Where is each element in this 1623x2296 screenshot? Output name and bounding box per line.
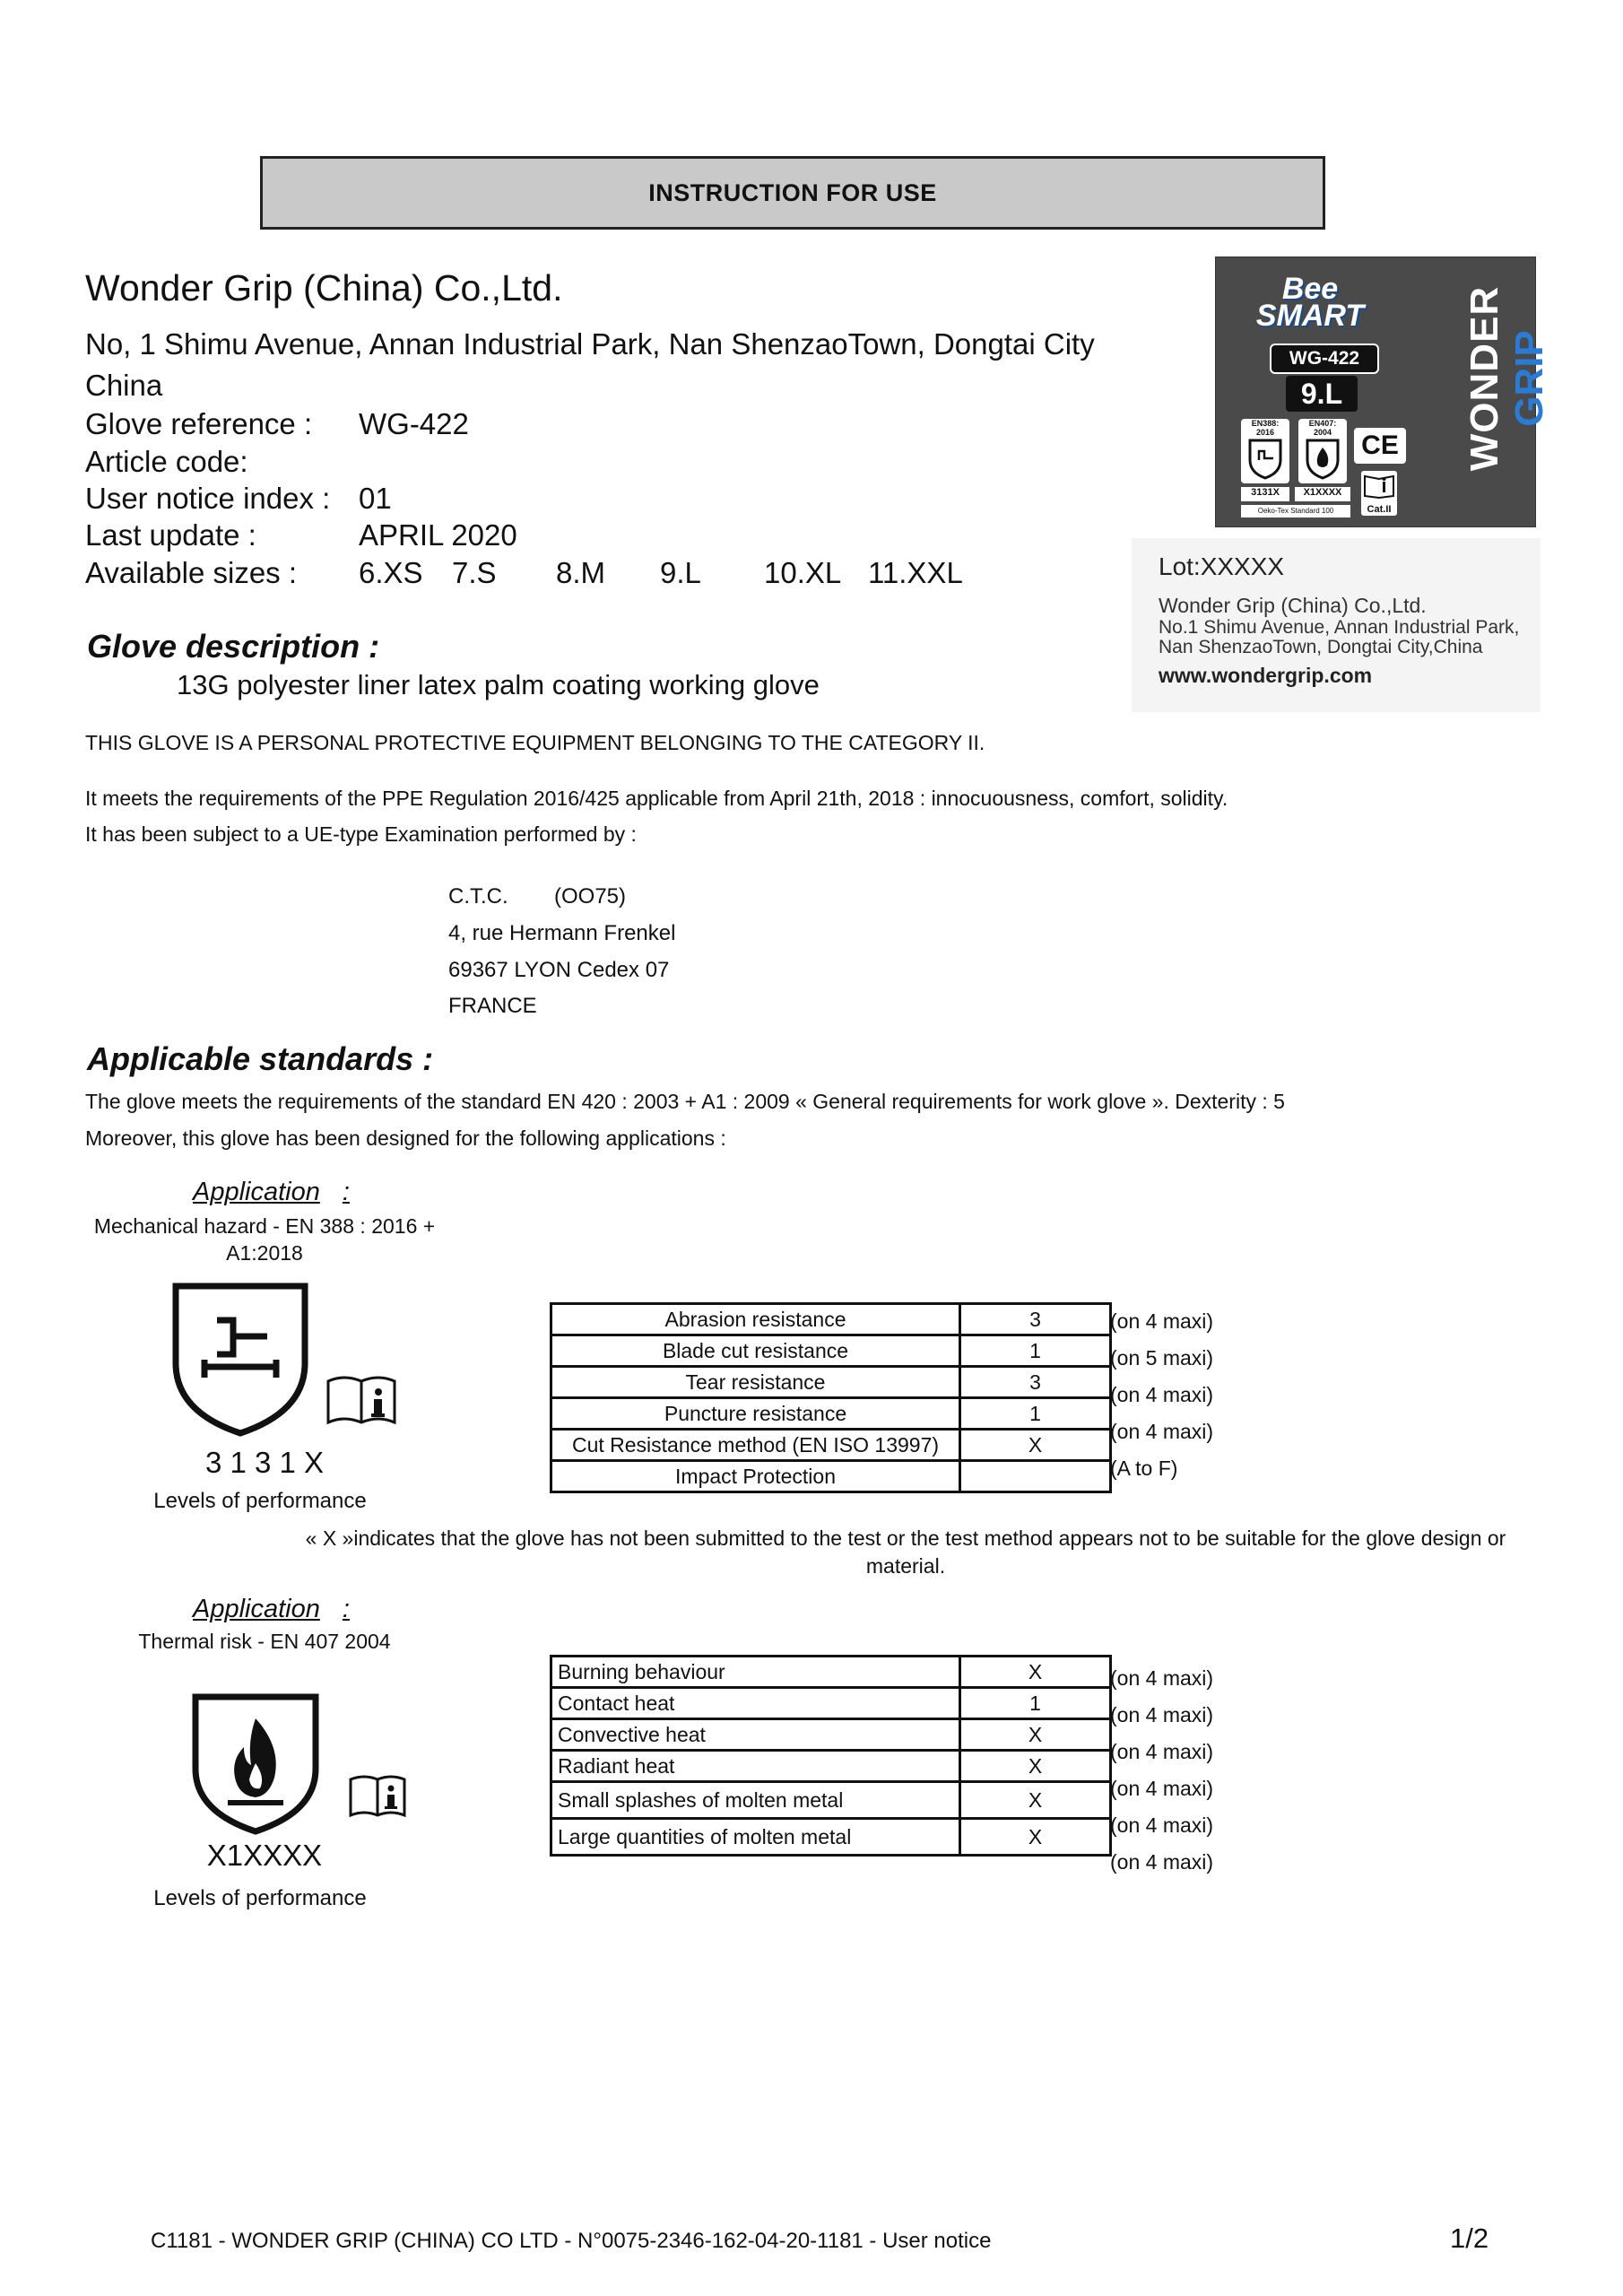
thermal-performance-table <box>550 1655 1112 1857</box>
examiner-street: 4, rue Hermann Frenkel <box>448 921 676 945</box>
footer-reference: C1181 - WONDER GRIP (CHINA) CO LTD - N°0075-2346-162-04-20-1181 - User notice <box>151 2229 992 2253</box>
user-notice-index-value: 01 <box>359 482 392 515</box>
thermal-application-label: Application : <box>193 1595 350 1623</box>
test-level: X <box>960 1782 1111 1819</box>
shield-hammer-icon <box>1241 437 1289 480</box>
size-item: 11.XXL <box>868 556 963 589</box>
test-name: Large quantities of molten metal <box>551 1819 960 1856</box>
label-code-2: X1XXXX <box>1295 487 1350 501</box>
mechanical-hazard-standard: Mechanical hazard - EN 388 : 2016 + A1:2018 <box>93 1214 436 1265</box>
table-row <box>551 1719 1111 1751</box>
examiner-code: (OO75) <box>554 884 627 909</box>
table-row <box>551 1367 1111 1398</box>
table-row <box>551 1819 1111 1856</box>
article-code-label: Article code: <box>85 445 248 478</box>
size-item: 6.XS <box>359 556 423 589</box>
max-scale: (on 4 maxi) <box>1110 1777 1214 1800</box>
table-row <box>551 1657 1111 1688</box>
test-level: 1 <box>960 1688 1111 1719</box>
test-level: X <box>960 1751 1111 1782</box>
x-indication-note: « X »indicates that the glove has not been submitted to the test or the test method appears not to be suitable for the glove design or material. <box>305 1526 1506 1578</box>
examination-statement: It has been subject to a UE-type Examination performed by : <box>85 822 637 846</box>
lot-company: Wonder Grip (China) Co.,Ltd. <box>1159 594 1427 617</box>
shield-flame-icon <box>1298 437 1347 480</box>
glove-description-heading: Glove description : <box>87 628 380 665</box>
table-row <box>551 1688 1111 1719</box>
label-code-1: 3131X <box>1241 487 1289 501</box>
test-level: X <box>960 1819 1111 1856</box>
last-update-value: APRIL 2020 <box>359 518 517 552</box>
table-row <box>551 1335 1111 1367</box>
page-number: 1/2 <box>1450 2222 1489 2254</box>
en388-mark: EN388: 2016 <box>1241 419 1289 483</box>
category-statement: THIS GLOVE IS A PERSONAL PROTECTIVE EQUIPMENT BELONGING TO THE CATEGORY II. <box>85 731 985 754</box>
test-name: Convective heat <box>551 1719 960 1751</box>
max-scale: (on 4 maxi) <box>1110 1703 1214 1726</box>
size-item: 7.S <box>452 556 497 589</box>
test-level: 3 <box>960 1367 1111 1398</box>
company-address-line1: No, 1 Shimu Avenue, Annan Industrial Park, Nan ShenzaoTown, Dongtai City <box>85 327 1095 361</box>
test-name: Small splashes of molten metal <box>551 1782 960 1819</box>
standards-line1: The glove meets the requirements of the standard EN 420 : 2003 + A1 : 2009 « General requirements for work glove ». Dexterity : 5 <box>85 1090 1285 1113</box>
size-item: 10.XL <box>764 556 842 589</box>
user-notice-index-label: User notice index : <box>85 482 331 515</box>
glove-reference-label: Glove reference : <box>85 407 313 440</box>
company-address-line2: China <box>85 369 163 402</box>
glove-reference-value: WG-422 <box>359 407 469 440</box>
size-item: 9.L <box>660 556 701 589</box>
model-badge: WG-422 <box>1270 344 1379 374</box>
lot-address-line2: Nan ShenzaoTown, Dongtai City,China <box>1159 637 1483 657</box>
test-level: 1 <box>960 1335 1111 1367</box>
last-update-label: Last update : <box>85 518 256 552</box>
max-scale: (on 5 maxi) <box>1110 1346 1214 1370</box>
available-sizes-label: Available sizes : <box>85 556 298 589</box>
lot-label-image <box>1132 538 1541 712</box>
table-row <box>551 1430 1111 1461</box>
ce-mark: CE <box>1354 428 1406 464</box>
mechanical-performance-table <box>550 1302 1112 1493</box>
mechanical-levels-label: Levels of performance <box>153 1489 367 1513</box>
product-label-image <box>1215 257 1551 527</box>
examiner-city: 69367 LYON Cedex 07 <box>448 958 670 982</box>
en407-flame-shield-icon <box>188 1692 323 1835</box>
thermal-levels-label: Levels of performance <box>153 1886 367 1910</box>
test-level: 1 <box>960 1398 1111 1430</box>
size-item: 8.M <box>556 556 606 589</box>
examiner-name: C.T.C. <box>448 884 508 909</box>
test-name: Burning behaviour <box>551 1657 960 1688</box>
en407-mark: EN407: 2004 <box>1298 419 1347 483</box>
applicable-standards-heading: Applicable standards : <box>87 1040 434 1077</box>
test-name: Impact Protection <box>551 1461 960 1492</box>
test-name: Puncture resistance <box>551 1398 960 1430</box>
mechanical-application-label: Application : <box>193 1178 350 1206</box>
lot-website: www.wondergrip.com <box>1159 664 1373 687</box>
mechanical-performance-code: 3 1 3 1 X <box>204 1446 325 1479</box>
test-name: Tear resistance <box>551 1367 960 1398</box>
thermal-performance-code: X1XXXX <box>206 1839 323 1872</box>
test-level <box>960 1461 1111 1492</box>
table-row <box>551 1782 1111 1819</box>
max-scale: (A to F) <box>1110 1457 1178 1480</box>
max-scale: (on 4 maxi) <box>1110 1309 1214 1333</box>
max-scale: (on 4 maxi) <box>1110 1813 1214 1837</box>
test-level: X <box>960 1657 1111 1688</box>
info-book-icon <box>348 1772 407 1819</box>
lot-address-line1: No.1 Shimu Avenue, Annan Industrial Park, <box>1159 617 1520 638</box>
info-book-icon <box>1361 471 1397 500</box>
cat-mark: Cat.II <box>1361 471 1397 516</box>
table-row <box>551 1304 1111 1335</box>
test-name: Contact heat <box>551 1688 960 1719</box>
max-scale: (on 4 maxi) <box>1110 1740 1214 1763</box>
test-level: 3 <box>960 1304 1111 1335</box>
thermal-hazard-standard: Thermal risk - EN 407 2004 <box>138 1630 391 1653</box>
info-book-icon <box>325 1372 398 1428</box>
test-name: Radiant heat <box>551 1751 960 1782</box>
table-row <box>551 1461 1111 1492</box>
banner-title: INSTRUCTION FOR USE <box>648 178 937 206</box>
test-name: Abrasion resistance <box>551 1304 960 1335</box>
test-name: Blade cut resistance <box>551 1335 960 1367</box>
company-name: Wonder Grip (China) Co.,Ltd. <box>85 267 563 309</box>
max-scale: (on 4 maxi) <box>1110 1420 1214 1443</box>
en388-shield-icon <box>169 1281 312 1439</box>
standards-line2: Moreover, this glove has been designed for the following applications : <box>85 1126 726 1150</box>
test-name: Cut Resistance method (EN ISO 13997) <box>551 1430 960 1461</box>
test-level: X <box>960 1719 1111 1751</box>
max-scale: (on 4 maxi) <box>1110 1383 1214 1406</box>
lot-number: Lot:XXXXX <box>1159 552 1285 580</box>
regulation-statement: It meets the requirements of the PPE Regulation 2016/425 applicable from April 21th, 2018 : innocuousness, comfort, solidity. <box>85 787 1228 810</box>
test-level: X <box>960 1430 1111 1461</box>
wonder-grip-side-logo: WONDER GRIP <box>1462 285 1551 472</box>
max-scale: (on 4 maxi) <box>1110 1666 1214 1690</box>
brand-logo: Bee SMART <box>1255 272 1365 333</box>
max-scale: (on 4 maxi) <box>1110 1850 1214 1874</box>
size-badge: 9.L <box>1286 376 1358 412</box>
glove-description-text: 13G polyester liner latex palm coating working glove <box>177 669 820 700</box>
table-row <box>551 1398 1111 1430</box>
table-row <box>551 1751 1111 1782</box>
page-banner <box>260 156 1325 230</box>
examiner-country: FRANCE <box>448 994 537 1018</box>
oeko-tex-label: Oeko-Tex Standard 100 <box>1241 505 1350 517</box>
